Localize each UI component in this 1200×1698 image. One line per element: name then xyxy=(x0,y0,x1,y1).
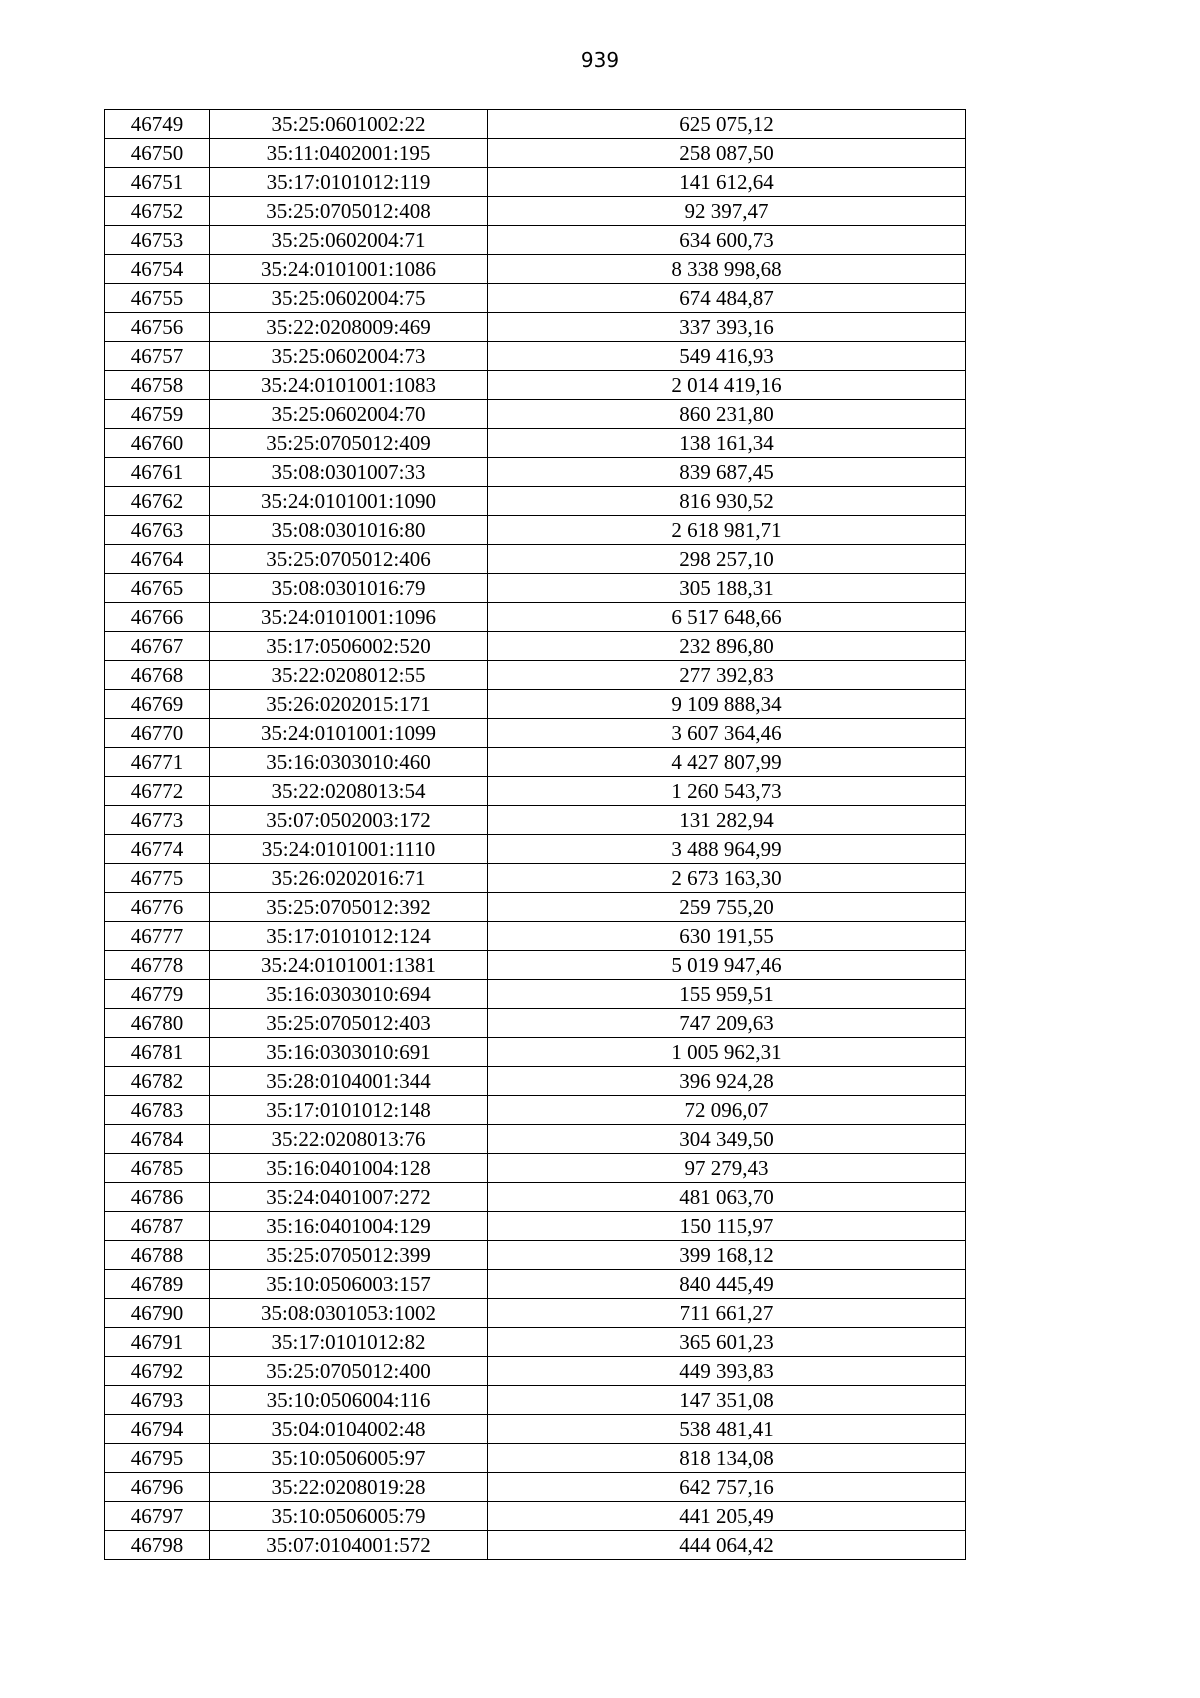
value-cell: 1 260 543,73 xyxy=(488,777,966,806)
table-row xyxy=(105,197,966,226)
table-row xyxy=(105,1096,966,1125)
row-number-cell: 46772 xyxy=(105,777,210,806)
row-number-cell: 46778 xyxy=(105,951,210,980)
cadastral-number-cell: 35:24:0101001:1083 xyxy=(210,371,488,400)
cadastral-number-cell: 35:10:0506004:116 xyxy=(210,1386,488,1415)
value-cell: 304 349,50 xyxy=(488,1125,966,1154)
row-number-cell: 46751 xyxy=(105,168,210,197)
cadastral-number-cell: 35:22:0208019:28 xyxy=(210,1473,488,1502)
table-row xyxy=(105,1299,966,1328)
value-cell: 840 445,49 xyxy=(488,1270,966,1299)
value-cell: 399 168,12 xyxy=(488,1241,966,1270)
cadastral-number-cell: 35:24:0101001:1090 xyxy=(210,487,488,516)
table-row xyxy=(105,139,966,168)
value-cell: 305 188,31 xyxy=(488,574,966,603)
row-number-cell: 46750 xyxy=(105,139,210,168)
cadastral-number-cell: 35:28:0104001:344 xyxy=(210,1067,488,1096)
table-row xyxy=(105,371,966,400)
value-cell: 816 930,52 xyxy=(488,487,966,516)
table-row xyxy=(105,835,966,864)
cadastral-number-cell: 35:16:0401004:128 xyxy=(210,1154,488,1183)
cadastral-number-cell: 35:25:0602004:73 xyxy=(210,342,488,371)
cadastral-number-cell: 35:16:0303010:694 xyxy=(210,980,488,1009)
table-row xyxy=(105,690,966,719)
cadastral-number-cell: 35:07:0502003:172 xyxy=(210,806,488,835)
table-row xyxy=(105,1154,966,1183)
row-number-cell: 46765 xyxy=(105,574,210,603)
table-row xyxy=(105,168,966,197)
cadastral-number-cell: 35:04:0104002:48 xyxy=(210,1415,488,1444)
cadastral-number-cell: 35:25:0705012:399 xyxy=(210,1241,488,1270)
table-row xyxy=(105,806,966,835)
table-row xyxy=(105,748,966,777)
row-number-cell: 46791 xyxy=(105,1328,210,1357)
table-row xyxy=(105,922,966,951)
cadastral-number-cell: 35:25:0705012:408 xyxy=(210,197,488,226)
row-number-cell: 46777 xyxy=(105,922,210,951)
row-number-cell: 46780 xyxy=(105,1009,210,1038)
table-row xyxy=(105,1357,966,1386)
value-cell: 131 282,94 xyxy=(488,806,966,835)
value-cell: 642 757,16 xyxy=(488,1473,966,1502)
row-number-cell: 46789 xyxy=(105,1270,210,1299)
table-row xyxy=(105,1531,966,1560)
row-number-cell: 46790 xyxy=(105,1299,210,1328)
table-row xyxy=(105,458,966,487)
row-number-cell: 46752 xyxy=(105,197,210,226)
value-cell: 441 205,49 xyxy=(488,1502,966,1531)
row-number-cell: 46781 xyxy=(105,1038,210,1067)
value-cell: 6 517 648,66 xyxy=(488,603,966,632)
row-number-cell: 46749 xyxy=(105,110,210,139)
cadastral-number-cell: 35:16:0303010:460 xyxy=(210,748,488,777)
table-row xyxy=(105,632,966,661)
row-number-cell: 46753 xyxy=(105,226,210,255)
cadastral-number-cell: 35:08:0301053:1002 xyxy=(210,1299,488,1328)
value-cell: 147 351,08 xyxy=(488,1386,966,1415)
cadastral-number-cell: 35:22:0208013:54 xyxy=(210,777,488,806)
table-row xyxy=(105,342,966,371)
value-cell: 4 427 807,99 xyxy=(488,748,966,777)
row-number-cell: 46771 xyxy=(105,748,210,777)
value-cell: 396 924,28 xyxy=(488,1067,966,1096)
value-cell: 818 134,08 xyxy=(488,1444,966,1473)
cadastral-number-cell: 35:07:0104001:572 xyxy=(210,1531,488,1560)
cadastral-number-cell: 35:24:0101001:1099 xyxy=(210,719,488,748)
table-row xyxy=(105,284,966,313)
cadastral-number-cell: 35:24:0101001:1096 xyxy=(210,603,488,632)
cadastral-number-cell: 35:24:0401007:272 xyxy=(210,1183,488,1212)
value-cell: 634 600,73 xyxy=(488,226,966,255)
table-row xyxy=(105,1415,966,1444)
value-cell: 337 393,16 xyxy=(488,313,966,342)
cadastral-number-cell: 35:16:0303010:691 xyxy=(210,1038,488,1067)
value-cell: 1 005 962,31 xyxy=(488,1038,966,1067)
value-cell: 97 279,43 xyxy=(488,1154,966,1183)
table-row xyxy=(105,255,966,284)
value-cell: 481 063,70 xyxy=(488,1183,966,1212)
row-number-cell: 46775 xyxy=(105,864,210,893)
value-cell: 444 064,42 xyxy=(488,1531,966,1560)
row-number-cell: 46786 xyxy=(105,1183,210,1212)
row-number-cell: 46783 xyxy=(105,1096,210,1125)
row-number-cell: 46761 xyxy=(105,458,210,487)
value-cell: 674 484,87 xyxy=(488,284,966,313)
cadastral-number-cell: 35:08:0301007:33 xyxy=(210,458,488,487)
row-number-cell: 46792 xyxy=(105,1357,210,1386)
row-number-cell: 46759 xyxy=(105,400,210,429)
cadastral-number-cell: 35:24:0101001:1086 xyxy=(210,255,488,284)
cadastral-number-cell: 35:16:0401004:129 xyxy=(210,1212,488,1241)
row-number-cell: 46774 xyxy=(105,835,210,864)
cadastral-number-cell: 35:25:0705012:392 xyxy=(210,893,488,922)
row-number-cell: 46755 xyxy=(105,284,210,313)
cadastral-number-cell: 35:25:0705012:406 xyxy=(210,545,488,574)
table-row xyxy=(105,487,966,516)
row-number-cell: 46784 xyxy=(105,1125,210,1154)
table-row xyxy=(105,661,966,690)
cadastral-number-cell: 35:10:0506003:157 xyxy=(210,1270,488,1299)
cadastral-number-cell: 35:25:0601002:22 xyxy=(210,110,488,139)
table-row xyxy=(105,951,966,980)
cadastral-number-cell: 35:26:0202016:71 xyxy=(210,864,488,893)
table-row xyxy=(105,1270,966,1299)
value-cell: 860 231,80 xyxy=(488,400,966,429)
table-row xyxy=(105,226,966,255)
value-cell: 3 607 364,46 xyxy=(488,719,966,748)
table-row xyxy=(105,1473,966,1502)
cadastral-number-cell: 35:17:0506002:520 xyxy=(210,632,488,661)
row-number-cell: 46757 xyxy=(105,342,210,371)
value-cell: 155 959,51 xyxy=(488,980,966,1009)
row-number-cell: 46763 xyxy=(105,516,210,545)
cadastral-number-cell: 35:26:0202015:171 xyxy=(210,690,488,719)
value-cell: 747 209,63 xyxy=(488,1009,966,1038)
row-number-cell: 46767 xyxy=(105,632,210,661)
table-row xyxy=(105,1009,966,1038)
table-row xyxy=(105,1328,966,1357)
row-number-cell: 46794 xyxy=(105,1415,210,1444)
cadastral-number-cell: 35:24:0101001:1381 xyxy=(210,951,488,980)
table-body xyxy=(105,110,966,1560)
table-row xyxy=(105,545,966,574)
cadastral-number-cell: 35:08:0301016:79 xyxy=(210,574,488,603)
value-cell: 365 601,23 xyxy=(488,1328,966,1357)
value-cell: 538 481,41 xyxy=(488,1415,966,1444)
value-cell: 232 896,80 xyxy=(488,632,966,661)
cadastral-number-cell: 35:25:0705012:400 xyxy=(210,1357,488,1386)
row-number-cell: 46787 xyxy=(105,1212,210,1241)
value-cell: 72 096,07 xyxy=(488,1096,966,1125)
table-row xyxy=(105,1212,966,1241)
table-row xyxy=(105,719,966,748)
table-row xyxy=(105,313,966,342)
value-cell: 839 687,45 xyxy=(488,458,966,487)
value-cell: 5 019 947,46 xyxy=(488,951,966,980)
row-number-cell: 46756 xyxy=(105,313,210,342)
value-cell: 630 191,55 xyxy=(488,922,966,951)
value-cell: 141 612,64 xyxy=(488,168,966,197)
row-number-cell: 46766 xyxy=(105,603,210,632)
cadastral-number-cell: 35:22:0208009:469 xyxy=(210,313,488,342)
cadastral-number-cell: 35:17:0101012:148 xyxy=(210,1096,488,1125)
table-row xyxy=(105,893,966,922)
cadastral-number-cell: 35:10:0506005:79 xyxy=(210,1502,488,1531)
table-row xyxy=(105,400,966,429)
table-row xyxy=(105,1502,966,1531)
cadastral-number-cell: 35:25:0705012:403 xyxy=(210,1009,488,1038)
table-row xyxy=(105,1038,966,1067)
table-row xyxy=(105,110,966,139)
row-number-cell: 46754 xyxy=(105,255,210,284)
cadastral-number-cell: 35:22:0208012:55 xyxy=(210,661,488,690)
row-number-cell: 46758 xyxy=(105,371,210,400)
value-cell: 3 488 964,99 xyxy=(488,835,966,864)
table-row xyxy=(105,1183,966,1212)
table-row xyxy=(105,980,966,1009)
cadastral-number-cell: 35:10:0506005:97 xyxy=(210,1444,488,1473)
table-row xyxy=(105,603,966,632)
value-cell: 259 755,20 xyxy=(488,893,966,922)
row-number-cell: 46795 xyxy=(105,1444,210,1473)
value-cell: 711 661,27 xyxy=(488,1299,966,1328)
value-cell: 277 392,83 xyxy=(488,661,966,690)
table-row xyxy=(105,1241,966,1270)
table-row xyxy=(105,777,966,806)
value-cell: 258 087,50 xyxy=(488,139,966,168)
value-cell: 9 109 888,34 xyxy=(488,690,966,719)
cadastral-number-cell: 35:25:0602004:71 xyxy=(210,226,488,255)
cadastral-number-cell: 35:22:0208013:76 xyxy=(210,1125,488,1154)
row-number-cell: 46779 xyxy=(105,980,210,1009)
row-number-cell: 46793 xyxy=(105,1386,210,1415)
value-cell: 549 416,93 xyxy=(488,342,966,371)
value-cell: 8 338 998,68 xyxy=(488,255,966,284)
row-number-cell: 46764 xyxy=(105,545,210,574)
cadastral-number-cell: 35:08:0301016:80 xyxy=(210,516,488,545)
cadastral-number-cell: 35:25:0602004:75 xyxy=(210,284,488,313)
value-cell: 449 393,83 xyxy=(488,1357,966,1386)
registry-table xyxy=(104,109,966,1560)
value-cell: 92 397,47 xyxy=(488,197,966,226)
row-number-cell: 46769 xyxy=(105,690,210,719)
table-row xyxy=(105,516,966,545)
table-row xyxy=(105,864,966,893)
table-row xyxy=(105,429,966,458)
row-number-cell: 46773 xyxy=(105,806,210,835)
value-cell: 625 075,12 xyxy=(488,110,966,139)
table-row xyxy=(105,1386,966,1415)
row-number-cell: 46770 xyxy=(105,719,210,748)
row-number-cell: 46798 xyxy=(105,1531,210,1560)
cadastral-number-cell: 35:25:0705012:409 xyxy=(210,429,488,458)
table-row xyxy=(105,574,966,603)
table-row xyxy=(105,1125,966,1154)
table-row xyxy=(105,1067,966,1096)
cadastral-number-cell: 35:17:0101012:82 xyxy=(210,1328,488,1357)
table-row xyxy=(105,1444,966,1473)
cadastral-number-cell: 35:11:0402001:195 xyxy=(210,139,488,168)
row-number-cell: 46762 xyxy=(105,487,210,516)
value-cell: 150 115,97 xyxy=(488,1212,966,1241)
value-cell: 2 618 981,71 xyxy=(488,516,966,545)
row-number-cell: 46796 xyxy=(105,1473,210,1502)
page-number: 939 xyxy=(580,48,620,72)
row-number-cell: 46760 xyxy=(105,429,210,458)
row-number-cell: 46782 xyxy=(105,1067,210,1096)
row-number-cell: 46788 xyxy=(105,1241,210,1270)
row-number-cell: 46776 xyxy=(105,893,210,922)
row-number-cell: 46785 xyxy=(105,1154,210,1183)
value-cell: 298 257,10 xyxy=(488,545,966,574)
cadastral-number-cell: 35:17:0101012:119 xyxy=(210,168,488,197)
cadastral-number-cell: 35:17:0101012:124 xyxy=(210,922,488,951)
value-cell: 138 161,34 xyxy=(488,429,966,458)
cadastral-number-cell: 35:24:0101001:1110 xyxy=(210,835,488,864)
value-cell: 2 673 163,30 xyxy=(488,864,966,893)
row-number-cell: 46768 xyxy=(105,661,210,690)
cadastral-number-cell: 35:25:0602004:70 xyxy=(210,400,488,429)
row-number-cell: 46797 xyxy=(105,1502,210,1531)
value-cell: 2 014 419,16 xyxy=(488,371,966,400)
